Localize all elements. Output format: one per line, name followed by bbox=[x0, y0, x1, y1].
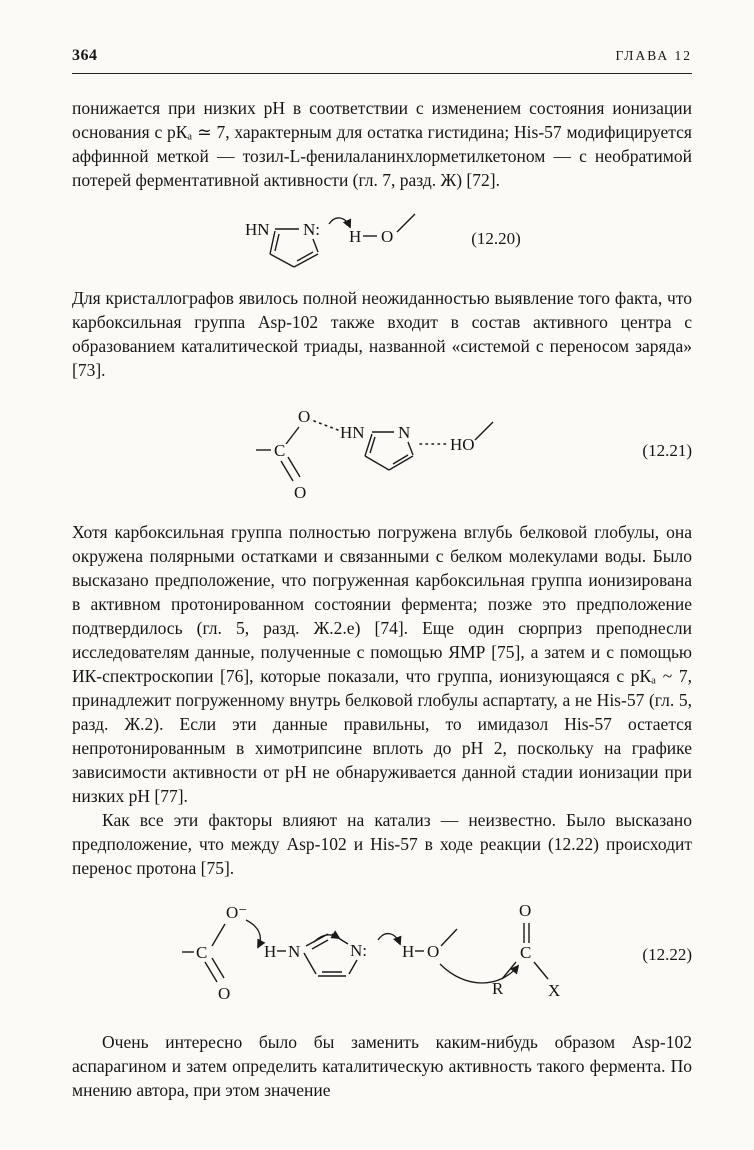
atom-o-top: O bbox=[298, 407, 311, 426]
hydrogen-bond-dots bbox=[314, 421, 338, 430]
atom-h1: H bbox=[264, 942, 277, 961]
structure-proton-transfer bbox=[182, 896, 582, 1014]
paragraph-2: Для кристаллографов явилось полной неожиданностью выявление того факта, что карбоксильная группа Asp-102 также входит в состав активного центра с образованием каталитической триады, названной «системой с переносом заряда» [73]. bbox=[72, 288, 692, 380]
curved-arrow bbox=[329, 218, 350, 227]
atom-o2: O bbox=[427, 942, 440, 961]
equation-number: (12.21) bbox=[642, 441, 692, 460]
atom-c: C bbox=[274, 441, 286, 460]
atom-n: N: bbox=[303, 220, 321, 239]
bond-line bbox=[441, 929, 457, 946]
equation-12-22 bbox=[72, 896, 692, 1014]
atom-h: H bbox=[349, 227, 362, 246]
chapter-heading: ГЛАВА 12 bbox=[615, 48, 692, 63]
page-number: 364 bbox=[72, 47, 98, 64]
paragraph-1: понижается при низких рН в соответствии с изменением состояния ионизации основания с рКₐ ≃ 7, характерным для остатка гистидина; His-57 модифицируется аффинной меткой — тозил-L-фенилаланинхлорметилкетоном — с необратимой потерей ферментативной активности (гл. 7, разд. Ж) [72]. bbox=[72, 98, 692, 190]
atom-n: N bbox=[398, 423, 411, 442]
atom-o-minus: O⁻ bbox=[226, 903, 248, 922]
atom-x: X bbox=[548, 981, 561, 1000]
structure-imidazole-serine bbox=[243, 208, 435, 270]
paragraph-3: Хотя карбоксильная группа полностью погружена вглубь белковой глобулы, она окружена полярными остатками и связанными с белком молекулами воды. Было высказано предположение, что погруженная карбоксильная группа ионизирована в активном протонированном состоянии фермента; позже это предположение подтвердилось (гл. 5, разд. Ж.2.е) [74]. Еще один сюрприз преподнесли исследователям данные, полученные с помощью ЯМР [75], а затем и с помощью ИК-спектроскопии [76], которые показали, что группа, ионизующаяся с рКₐ ~ 7, принадлежит погруженному внутрь белковой глобулы аспартату, а не His-57 (гл. 5, разд. Ж.2). Если эти данные правильны, то имидазол His-57 остается непротонированным в химотрипсине вплоть до рН 2, поскольку на графике зависимости активности от рН не обнаруживается данной стадии ионизации при низких рН [77]. bbox=[72, 522, 692, 806]
atom-r: R bbox=[492, 979, 504, 998]
curved-arrow bbox=[246, 920, 260, 947]
bond-line bbox=[475, 422, 493, 440]
atom-n1: N bbox=[288, 942, 301, 961]
atom-hn: HN bbox=[245, 220, 270, 239]
atom-hn: HN bbox=[340, 423, 365, 442]
equation-12-20 bbox=[72, 208, 692, 270]
atom-ho: HO bbox=[450, 435, 475, 454]
equation-number: (12.20) bbox=[471, 229, 521, 248]
curved-arrow bbox=[378, 934, 400, 944]
atom-c2: C bbox=[520, 943, 532, 962]
atom-o: O bbox=[381, 227, 394, 246]
atom-o-bottom: O bbox=[218, 984, 231, 1003]
atom-h2: H bbox=[402, 942, 415, 961]
atom-o-bottom: O bbox=[294, 483, 307, 502]
paragraph-5: Очень интересно было бы заменить каким-нибудь образом Asp-102 аспарагином и затем определить каталитическую активность такого фермента. По мнению автора, при этом значение bbox=[72, 1032, 692, 1100]
atom-o-top: O bbox=[519, 901, 532, 920]
atom-n2: N: bbox=[350, 941, 367, 960]
equation-12-21 bbox=[72, 398, 692, 504]
atom-c1: C bbox=[196, 943, 208, 962]
paragraph-4: Как все эти факторы влияют на катализ — неизвестно. Было высказано предположение, что между Asp-102 и His-57 в ходе реакции (12.22) происходит перенос протона [75]. bbox=[72, 810, 692, 878]
structure-charge-relay bbox=[256, 398, 508, 504]
equation-number: (12.22) bbox=[642, 945, 692, 964]
page-header bbox=[72, 44, 692, 74]
